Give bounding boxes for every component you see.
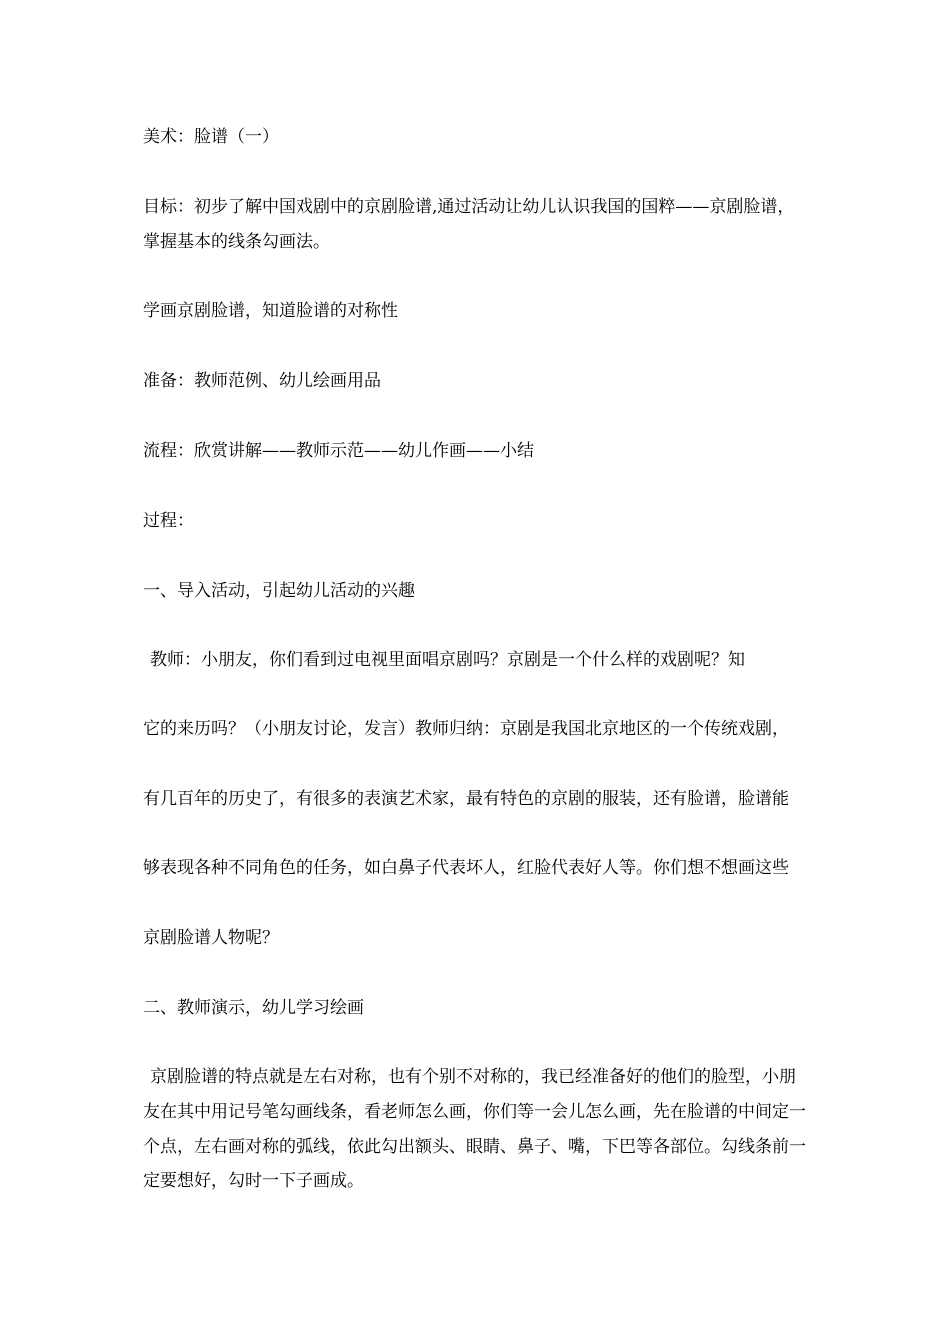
goal-2: 学画京剧脸谱，知道脸谱的对称性 xyxy=(143,301,398,321)
process-heading: 过程： xyxy=(143,511,194,531)
section-2-heading: 二、教师演示，幼儿学习绘画 xyxy=(143,998,364,1018)
section-2-line: 个点，左右画对称的弧线，依此勾出额头、眼睛、鼻子、嘴，下巴等各部位。勾线条前一 xyxy=(143,1137,806,1157)
section-1-line: 它的来历吗？（小朋友讨论，发言）教师归纳：京剧是我国北京地区的一个传统戏剧， xyxy=(143,719,789,739)
document-title: 美术：脸谱（一） xyxy=(143,127,279,147)
goal-line-1: 目标：初步了解中国戏剧中的京剧脸谱,通过活动让幼儿认识我国的国粹——京剧脸谱， xyxy=(143,197,795,217)
flow: 流程：欣赏讲解——教师示范——幼儿作画——小结 xyxy=(143,441,534,461)
section-1-line: 京剧脸谱人物呢？ xyxy=(143,928,279,948)
section-1-line: 有几百年的历史了，有很多的表演艺术家，最有特色的京剧的服装，还有脸谱，脸谱能 xyxy=(143,789,789,809)
goal-line-2: 掌握基本的线条勾画法。 xyxy=(143,232,330,252)
section-1-heading: 一、导入活动，引起幼儿活动的兴趣 xyxy=(143,581,415,601)
section-1-line: 教师：小朋友，你们看到过电视里面唱京剧吗？京剧是一个什么样的戏剧呢？知 xyxy=(150,650,745,670)
section-2-line: 定要想好，勾时一下子画成。 xyxy=(143,1171,364,1191)
section-2-line: 友在其中用记号笔勾画线条，看老师怎么画，你们等一会儿怎么画，先在脸谱的中间定一 xyxy=(143,1102,806,1122)
preparation: 准备：教师范例、幼儿绘画用品 xyxy=(143,371,381,391)
section-1-line: 够表现各种不同角色的任务，如白鼻子代表坏人，红脸代表好人等。你们想不想画这些 xyxy=(143,858,789,878)
section-2-line: 京剧脸谱的特点就是左右对称，也有个别不对称的，我已经准备好的他们的脸型，小朋 xyxy=(150,1067,796,1087)
